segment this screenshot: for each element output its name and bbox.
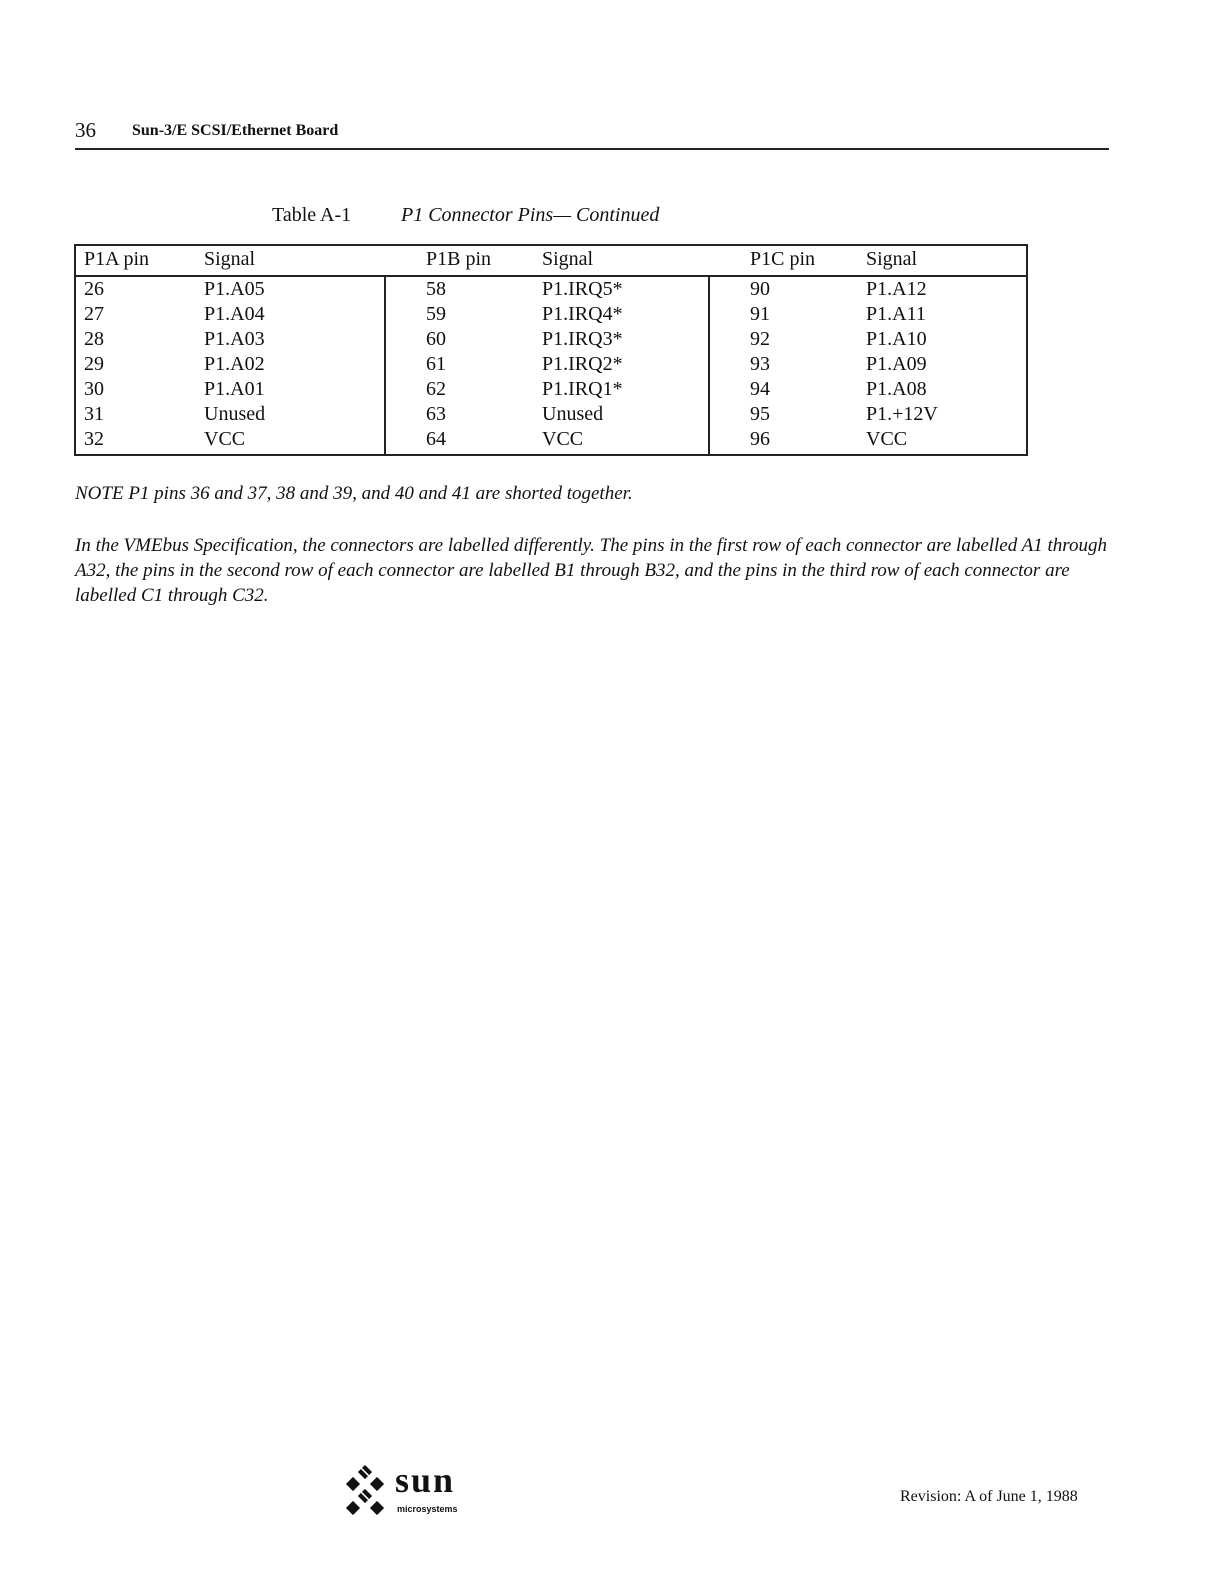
revision-text: Revision: A of June 1, 1988 [900,1488,1078,1505]
document-title: Sun-3/E SCSI/Ethernet Board [132,122,339,139]
pin-number-cell: 92 [750,328,770,350]
signal-cell: Unused [204,403,266,425]
pin-number-cell: 61 [426,353,446,375]
pin-number-cell: 96 [750,428,770,450]
logo-wordmark: sun [395,1460,456,1500]
pin-number-cell: 91 [750,303,770,325]
column-header: Signal [866,248,918,270]
signal-cell: VCC [866,428,908,450]
column-header: Signal [542,248,594,270]
signal-cell: P1.+12V [866,403,938,425]
pin-number-cell: 93 [750,353,770,375]
signal-cell: P1.IRQ5* [542,278,623,300]
signal-cell: P1.A10 [866,328,927,350]
signal-cell: P1.A12 [866,278,927,300]
pin-number-cell: 28 [84,328,104,350]
signal-cell: P1.A02 [204,353,265,375]
signal-cell: P1.A01 [204,378,265,400]
page-header [75,118,1109,150]
pin-number-cell: 26 [84,278,104,300]
sun-logo [340,1460,480,1525]
pin-number-cell: 59 [426,303,446,325]
pin-number-cell: 64 [426,428,446,450]
note-text: NOTE P1 pins 36 and 37, 38 and 39, and 40 and 41 are shorted together. [75,483,633,504]
pin-number-cell: 60 [426,328,446,350]
column-divider [384,275,386,454]
pin-number-cell: 58 [426,278,446,300]
pin-number-cell: 27 [84,303,104,325]
signal-cell: P1.A11 [866,303,926,325]
pin-number-cell: 32 [84,428,104,450]
signal-cell: VCC [542,428,584,450]
logo-subtext: microsystems [397,1504,458,1514]
signal-cell: P1.A08 [866,378,927,400]
pin-number-cell: 62 [426,378,446,400]
signal-cell: Unused [542,403,604,425]
signal-cell: P1.IRQ3* [542,328,623,350]
signal-cell: P1.A09 [866,353,927,375]
pin-number-cell: 31 [84,403,104,425]
vmebus-paragraph: In the VMEbus Specification, the connectors are labelled differently. The pins in the first row of each connector are labelled A1 through A32, the pins in the second row of each connector are labelled B1 through B32, and the pins in the third row of each connector are labelled C1 through C32. [75,535,1107,606]
signal-cell: P1.A03 [204,328,265,350]
pin-number-cell: 29 [84,353,104,375]
table-label: Table A-1 [272,204,352,226]
signal-cell: P1.IRQ2* [542,353,623,375]
signal-cell: P1.A04 [204,303,265,325]
pin-number-cell: 90 [750,278,770,300]
page-number: 36 [75,118,96,142]
pin-number-cell: 30 [84,378,104,400]
pin-number-cell: 95 [750,403,770,425]
pin-number-cell: 63 [426,403,446,425]
column-header: P1B pin [426,248,492,270]
signal-cell: P1.A05 [204,278,265,300]
sun-emblem-icon [340,1465,390,1517]
signal-cell: P1.IRQ4* [542,303,623,325]
signal-cell: VCC [204,428,246,450]
signal-cell: P1.IRQ1* [542,378,623,400]
column-header: P1C pin [750,248,816,270]
connector-pin-table [74,244,1028,456]
column-header: Signal [204,248,256,270]
column-divider [708,275,710,454]
pin-number-cell: 94 [750,378,770,400]
table-caption [272,204,659,227]
column-header: P1A pin [84,248,150,270]
table-title: P1 Connector Pins— Continued [401,204,660,226]
